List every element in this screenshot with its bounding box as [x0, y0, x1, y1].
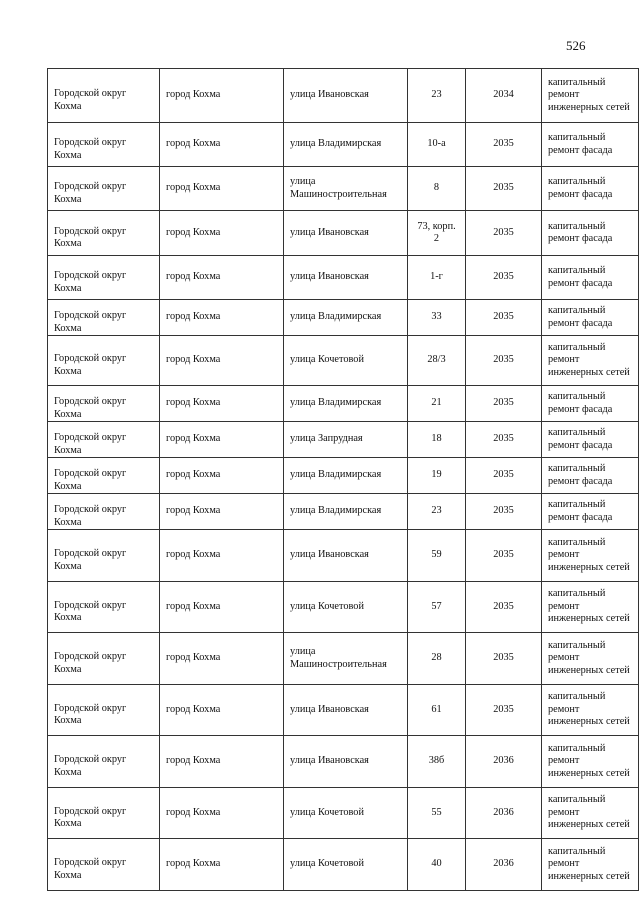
okrug-cell	[48, 633, 160, 685]
okrug-cell	[48, 685, 160, 736]
table-row	[48, 167, 639, 211]
city-cell-text: город Кохма	[166, 703, 221, 715]
work-type-cell	[542, 458, 639, 494]
street-cell	[284, 336, 408, 386]
house-number-cell	[408, 300, 466, 336]
house-number-cell-text: 19	[431, 469, 442, 481]
city-cell	[160, 336, 284, 386]
work-type-cell	[542, 494, 639, 530]
year-cell-text: 2034	[493, 89, 514, 101]
street-cell-text: улица Ивановская	[290, 755, 369, 767]
city-cell	[160, 256, 284, 300]
house-number-cell-text: 10-а	[427, 138, 446, 150]
year-cell	[466, 582, 542, 633]
street-cell	[284, 788, 408, 839]
city-cell-text: город Кохма	[166, 271, 221, 283]
okrug-cell	[48, 123, 160, 167]
okrug-cell	[48, 336, 160, 386]
okrug-cell-text: Городской округ Кохма	[54, 225, 127, 249]
city-cell-text: город Кохма	[166, 89, 221, 101]
year-cell	[466, 69, 542, 123]
year-cell	[466, 839, 542, 891]
year-cell-text: 2035	[493, 397, 514, 409]
city-cell-text: город Кохма	[166, 226, 221, 238]
work-type-cell-text: капитальный ремонт фасада	[548, 132, 613, 156]
house-number-cell-text: 61	[431, 703, 442, 715]
house-number-cell	[408, 336, 466, 386]
year-cell	[466, 167, 542, 211]
table-row	[48, 839, 639, 891]
city-cell-text: город Кохма	[166, 397, 221, 409]
okrug-cell-text: Городской округ Кохма	[54, 353, 127, 377]
house-number-cell-text: 59	[431, 549, 442, 561]
house-number-cell	[408, 167, 466, 211]
street-cell	[284, 256, 408, 300]
okrug-cell	[48, 422, 160, 458]
okrug-cell	[48, 582, 160, 633]
year-cell	[466, 386, 542, 422]
house-number-cell-text: 21	[431, 397, 442, 409]
work-type-cell	[542, 167, 639, 211]
okrug-cell	[48, 736, 160, 788]
work-type-cell-text: капитальный ремонт фасада	[548, 391, 613, 415]
table-row	[48, 494, 639, 530]
work-type-cell	[542, 422, 639, 458]
house-number-cell-text: 38б	[428, 755, 445, 767]
okrug-cell-text: Городской округ Кохма	[54, 181, 127, 205]
work-type-cell	[542, 211, 639, 256]
okrug-cell-text: Городской округ Кохма	[54, 548, 127, 572]
work-type-cell	[542, 839, 639, 891]
street-cell	[284, 530, 408, 582]
city-cell	[160, 494, 284, 530]
year-cell	[466, 256, 542, 300]
year-cell	[466, 685, 542, 736]
year-cell-text: 2035	[493, 226, 514, 238]
street-cell-text: улица Ивановская	[290, 271, 369, 283]
street-cell-text: улица Владимирская	[290, 469, 382, 481]
street-cell	[284, 458, 408, 494]
city-cell-text: город Кохма	[166, 505, 221, 517]
city-cell-text: город Кохма	[166, 354, 221, 366]
year-cell-text: 2036	[493, 858, 514, 870]
city-cell	[160, 839, 284, 891]
street-cell	[284, 685, 408, 736]
city-cell-text: город Кохма	[166, 858, 221, 870]
year-cell	[466, 336, 542, 386]
work-type-cell-text: капитальный ремонт фасада	[548, 220, 613, 244]
city-cell	[160, 530, 284, 582]
okrug-cell	[48, 530, 160, 582]
year-cell-text: 2035	[493, 311, 514, 323]
table-row	[48, 582, 639, 633]
okrug-cell-text: Городской округ Кохма	[54, 432, 127, 456]
table-row	[48, 633, 639, 685]
house-number-cell-text: 8	[433, 182, 440, 194]
work-type-cell-text: капитальный ремонт фасада	[548, 265, 613, 289]
street-cell-text: улица Кочетовой	[290, 806, 364, 818]
city-cell-text: город Кохма	[166, 755, 221, 767]
table-row	[48, 300, 639, 336]
okrug-cell-text: Городской округ Кохма	[54, 468, 127, 492]
okrug-cell	[48, 386, 160, 422]
house-number-cell	[408, 685, 466, 736]
work-type-cell	[542, 685, 639, 736]
register-table	[47, 68, 639, 891]
year-cell-text: 2035	[493, 182, 514, 194]
table-row	[48, 256, 639, 300]
house-number-cell	[408, 211, 466, 256]
okrug-cell	[48, 211, 160, 256]
city-cell-text: город Кохма	[166, 469, 221, 481]
year-cell	[466, 211, 542, 256]
okrug-cell	[48, 788, 160, 839]
work-type-cell	[542, 530, 639, 582]
year-cell-text: 2035	[493, 469, 514, 481]
table-row	[48, 123, 639, 167]
street-cell-text: улица Кочетовой	[290, 354, 364, 366]
work-type-cell-text: капитальный ремонт инженерных сетей	[548, 794, 630, 831]
house-number-cell	[408, 422, 466, 458]
year-cell	[466, 300, 542, 336]
house-number-cell	[408, 458, 466, 494]
work-type-cell	[542, 788, 639, 839]
house-number-cell-text: 23	[431, 89, 442, 101]
city-cell	[160, 633, 284, 685]
okrug-cell	[48, 167, 160, 211]
street-cell	[284, 494, 408, 530]
okrug-cell-text: Городской округ Кохма	[54, 310, 127, 334]
work-type-cell-text: капитальный ремонт инженерных сетей	[548, 639, 630, 676]
year-cell-text: 2036	[493, 755, 514, 767]
work-type-cell-text: капитальный ремонт инженерных сетей	[548, 76, 630, 113]
city-cell	[160, 582, 284, 633]
house-number-cell-text: 57	[431, 600, 442, 612]
city-cell-text: город Кохма	[166, 311, 221, 323]
work-type-cell-text: капитальный ремонт инженерных сетей	[548, 742, 630, 779]
work-type-cell	[542, 736, 639, 788]
street-cell-text: улица Владимирская	[290, 138, 382, 150]
house-number-cell	[408, 386, 466, 422]
year-cell-text: 2035	[493, 138, 514, 150]
register-table-body	[48, 69, 639, 891]
work-type-cell	[542, 336, 639, 386]
street-cell-text: улица Машиностроительная	[290, 646, 387, 670]
work-type-cell-text: капитальный ремонт инженерных сетей	[548, 588, 630, 625]
city-cell	[160, 123, 284, 167]
house-number-cell-text: 55	[431, 806, 442, 818]
house-number-cell	[408, 788, 466, 839]
year-cell	[466, 422, 542, 458]
house-number-cell	[408, 736, 466, 788]
work-type-cell-text: капитальный ремонт инженерных сетей	[548, 691, 630, 728]
okrug-cell-text: Городской округ Кохма	[54, 702, 127, 726]
year-cell-text: 2035	[493, 600, 514, 612]
table-row	[48, 336, 639, 386]
year-cell-text: 2035	[493, 271, 514, 283]
work-type-cell-text: капитальный ремонт фасада	[548, 176, 613, 200]
house-number-cell	[408, 582, 466, 633]
house-number-cell-text: 18	[431, 433, 442, 445]
house-number-cell-text: 28	[431, 652, 442, 664]
work-type-cell	[542, 300, 639, 336]
year-cell-text: 2035	[493, 354, 514, 366]
work-type-cell	[542, 256, 639, 300]
street-cell-text: улица Машиностроительная	[290, 176, 387, 200]
work-type-cell-text: капитальный ремонт фасада	[548, 499, 613, 523]
city-cell-text: город Кохма	[166, 600, 221, 612]
table-row	[48, 211, 639, 256]
street-cell	[284, 167, 408, 211]
street-cell-text: улица Ивановская	[290, 89, 369, 101]
table-row	[48, 736, 639, 788]
okrug-cell-text: Городской округ Кохма	[54, 88, 127, 112]
house-number-cell-text: 73, корп. 2	[417, 220, 456, 244]
page-number: 526	[566, 38, 586, 53]
year-cell-text: 2035	[493, 652, 514, 664]
house-number-cell-text: 1-г	[430, 271, 443, 283]
street-cell	[284, 69, 408, 123]
work-type-cell	[542, 69, 639, 123]
table-row	[48, 685, 639, 736]
year-cell-text: 2036	[493, 806, 514, 818]
year-cell	[466, 123, 542, 167]
house-number-cell	[408, 839, 466, 891]
street-cell-text: улица Кочетовой	[290, 600, 364, 612]
okrug-cell	[48, 494, 160, 530]
work-type-cell	[542, 582, 639, 633]
house-number-cell	[408, 69, 466, 123]
year-cell	[466, 736, 542, 788]
city-cell	[160, 211, 284, 256]
year-cell	[466, 458, 542, 494]
city-cell-text: город Кохма	[166, 549, 221, 561]
work-type-cell-text: капитальный ремонт фасада	[548, 463, 613, 487]
table-row	[48, 458, 639, 494]
work-type-cell	[542, 386, 639, 422]
city-cell	[160, 69, 284, 123]
city-cell	[160, 788, 284, 839]
street-cell	[284, 300, 408, 336]
street-cell-text: улица Ивановская	[290, 226, 369, 238]
house-number-cell	[408, 494, 466, 530]
house-number-cell-text: 23	[431, 505, 442, 517]
city-cell-text: город Кохма	[166, 182, 221, 194]
street-cell	[284, 839, 408, 891]
city-cell	[160, 386, 284, 422]
okrug-cell-text: Городской округ Кохма	[54, 599, 127, 623]
okrug-cell-text: Городской округ Кохма	[54, 805, 127, 829]
street-cell-text: улица Владимирская	[290, 397, 382, 409]
city-cell-text: город Кохма	[166, 806, 221, 818]
city-cell-text: город Кохма	[166, 652, 221, 664]
city-cell	[160, 422, 284, 458]
street-cell-text: улица Запрудная	[290, 433, 363, 445]
okrug-cell-text: Городской округ Кохма	[54, 504, 127, 528]
work-type-cell	[542, 123, 639, 167]
table-row	[48, 788, 639, 839]
okrug-cell	[48, 458, 160, 494]
street-cell	[284, 123, 408, 167]
city-cell	[160, 736, 284, 788]
street-cell-text: улица Ивановская	[290, 549, 369, 561]
year-cell	[466, 494, 542, 530]
okrug-cell	[48, 300, 160, 336]
house-number-cell-text: 28/3	[427, 354, 446, 366]
year-cell-text: 2035	[493, 703, 514, 715]
okrug-cell-text: Городской округ Кохма	[54, 270, 127, 294]
street-cell-text: улица Владимирская	[290, 311, 382, 323]
street-cell-text: улица Кочетовой	[290, 858, 364, 870]
okrug-cell-text: Городской округ Кохма	[54, 754, 127, 778]
okrug-cell	[48, 256, 160, 300]
year-cell	[466, 530, 542, 582]
okrug-cell	[48, 839, 160, 891]
street-cell-text: улица Владимирская	[290, 505, 382, 517]
okrug-cell	[48, 69, 160, 123]
year-cell	[466, 788, 542, 839]
street-cell	[284, 422, 408, 458]
work-type-cell-text: капитальный ремонт фасада	[548, 427, 613, 451]
street-cell	[284, 386, 408, 422]
okrug-cell-text: Городской округ Кохма	[54, 857, 127, 881]
street-cell	[284, 582, 408, 633]
work-type-cell-text: капитальный ремонт инженерных сетей	[548, 845, 630, 882]
house-number-cell	[408, 633, 466, 685]
okrug-cell-text: Городской округ Кохма	[54, 137, 127, 161]
work-type-cell	[542, 633, 639, 685]
house-number-cell	[408, 530, 466, 582]
okrug-cell-text: Городской округ Кохма	[54, 396, 127, 420]
city-cell	[160, 167, 284, 211]
table-row	[48, 530, 639, 582]
table-row	[48, 422, 639, 458]
street-cell	[284, 736, 408, 788]
street-cell	[284, 211, 408, 256]
year-cell	[466, 633, 542, 685]
house-number-cell	[408, 256, 466, 300]
year-cell-text: 2035	[493, 433, 514, 445]
city-cell-text: город Кохма	[166, 138, 221, 150]
city-cell	[160, 458, 284, 494]
table-row	[48, 69, 639, 123]
street-cell	[284, 633, 408, 685]
work-type-cell-text: капитальный ремонт инженерных сетей	[548, 536, 630, 573]
table-row	[48, 386, 639, 422]
house-number-cell-text: 40	[431, 858, 442, 870]
year-cell-text: 2035	[493, 549, 514, 561]
city-cell	[160, 300, 284, 336]
okrug-cell-text: Городской округ Кохма	[54, 651, 127, 675]
house-number-cell-text: 33	[431, 311, 442, 323]
work-type-cell-text: капитальный ремонт фасада	[548, 305, 613, 329]
work-type-cell-text: капитальный ремонт инженерных сетей	[548, 341, 630, 378]
street-cell-text: улица Ивановская	[290, 703, 369, 715]
city-cell	[160, 685, 284, 736]
city-cell-text: город Кохма	[166, 433, 221, 445]
year-cell-text: 2035	[493, 505, 514, 517]
house-number-cell	[408, 123, 466, 167]
